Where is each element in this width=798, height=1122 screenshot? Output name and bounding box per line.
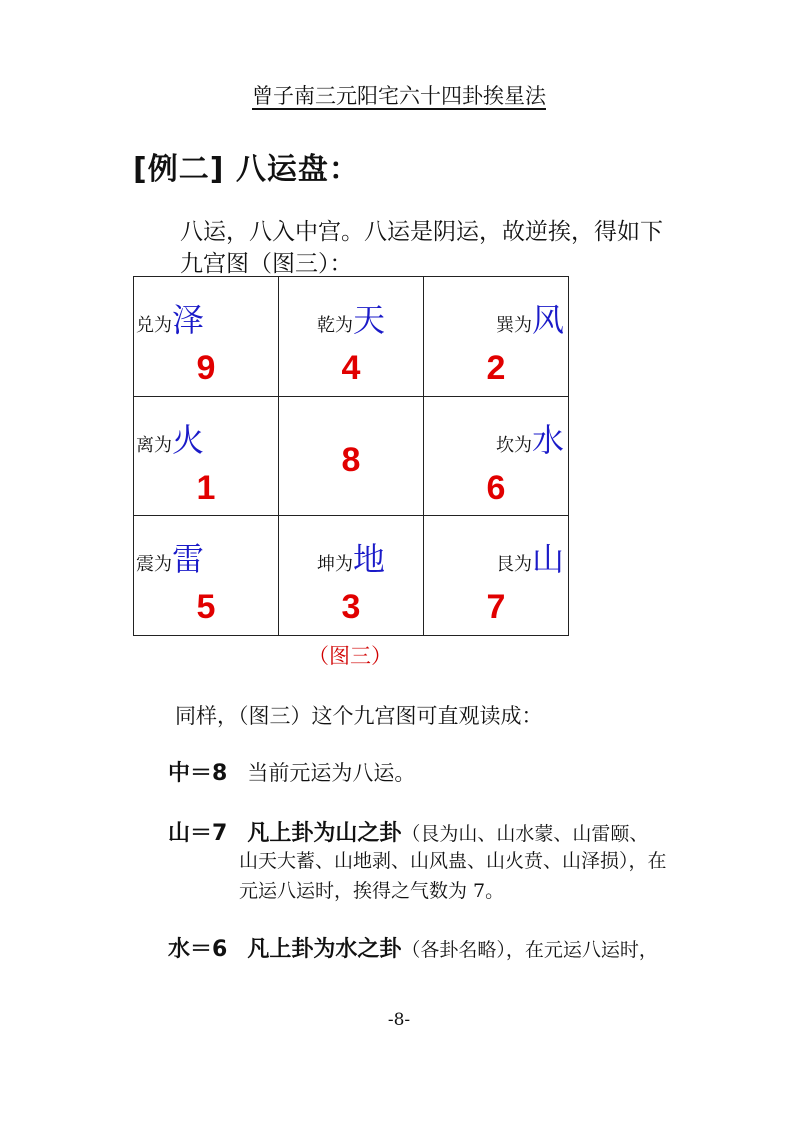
cell-prefix: 艮为 bbox=[495, 554, 532, 576]
intro-paragraph bbox=[180, 216, 680, 280]
cell-number: 3 bbox=[341, 588, 361, 627]
section-heading: [例二] 八运盘： bbox=[133, 152, 360, 187]
grid-cell-kun bbox=[279, 516, 424, 636]
grid-cell-qian bbox=[279, 277, 424, 397]
cell-number: 9 bbox=[196, 349, 216, 387]
cell-trigram: 泽 bbox=[172, 301, 205, 339]
row-label: 山＝7 bbox=[168, 821, 228, 846]
cell-prefix: 离为 bbox=[136, 434, 172, 456]
cell-prefix: 坤为 bbox=[316, 554, 353, 576]
row-label: 水＝6 bbox=[168, 937, 228, 962]
cell-prefix: 震为 bbox=[136, 554, 172, 576]
grid-cell-dui bbox=[134, 277, 279, 397]
figure-caption: （图三） bbox=[308, 644, 392, 668]
cell-prefix: 坎为 bbox=[495, 434, 532, 456]
cell-trigram: 水 bbox=[531, 420, 564, 459]
center-number: 8 bbox=[341, 440, 361, 479]
grid-cell-gen bbox=[424, 516, 569, 636]
row-bold-text: 凡上卦为水之卦 bbox=[247, 937, 402, 962]
cell-trigram: 风 bbox=[531, 301, 564, 339]
cell-number: 5 bbox=[196, 588, 216, 627]
grid-cell-kan bbox=[424, 397, 569, 517]
reading-intro: 同样，（图三）这个九宫图可直观读成： bbox=[175, 704, 543, 728]
page-header: 曾子南三元阳宅六十四卦挨星法 bbox=[252, 84, 546, 108]
intro-line-1: 八运，八入中宫。八运是阴运，故逆挨，得如下 bbox=[180, 219, 663, 245]
cell-number: 6 bbox=[486, 468, 506, 507]
cell-prefix: 乾为 bbox=[316, 315, 353, 336]
cell-trigram: 天 bbox=[352, 301, 385, 339]
intro-line-2: 九宫图（图三）： bbox=[180, 251, 353, 277]
cell-trigram: 地 bbox=[352, 540, 385, 579]
cell-number: 4 bbox=[341, 349, 361, 387]
row-shan-line-2: 山天大蓄、山地剥、山风蛊、山火贲、山泽损），在 bbox=[239, 850, 667, 872]
row-shan bbox=[168, 816, 648, 847]
cell-trigram: 火 bbox=[172, 420, 205, 459]
grid-cell-li bbox=[134, 397, 279, 517]
row-zhong bbox=[168, 756, 415, 787]
page-number: -8- bbox=[387, 1010, 411, 1030]
row-shui bbox=[168, 932, 658, 963]
cell-number: 2 bbox=[486, 349, 506, 387]
grid-cell-zhen bbox=[134, 516, 279, 636]
cell-trigram: 雷 bbox=[172, 540, 205, 579]
cell-prefix: 兑为 bbox=[136, 315, 172, 336]
row-bold-text: 凡上卦为山之卦 bbox=[247, 821, 402, 846]
row-label: 中＝8 bbox=[168, 761, 228, 786]
cell-number: 1 bbox=[196, 468, 216, 507]
row-shan-line-3: 元运八运时，挨得之气数为 7。 bbox=[239, 880, 505, 902]
row-note: （艮为山、山水蒙、山雷颐、 bbox=[401, 823, 649, 845]
cell-number: 7 bbox=[486, 588, 506, 627]
row-text: 当前元运为八运。 bbox=[247, 761, 416, 785]
nine-palace-grid bbox=[133, 276, 569, 636]
grid-cell-xun bbox=[424, 277, 569, 397]
cell-prefix: 巽为 bbox=[495, 315, 532, 336]
grid-cell-center bbox=[279, 397, 424, 517]
row-note: （各卦名略），在元运八运时， bbox=[401, 939, 658, 961]
cell-trigram: 山 bbox=[531, 540, 564, 579]
